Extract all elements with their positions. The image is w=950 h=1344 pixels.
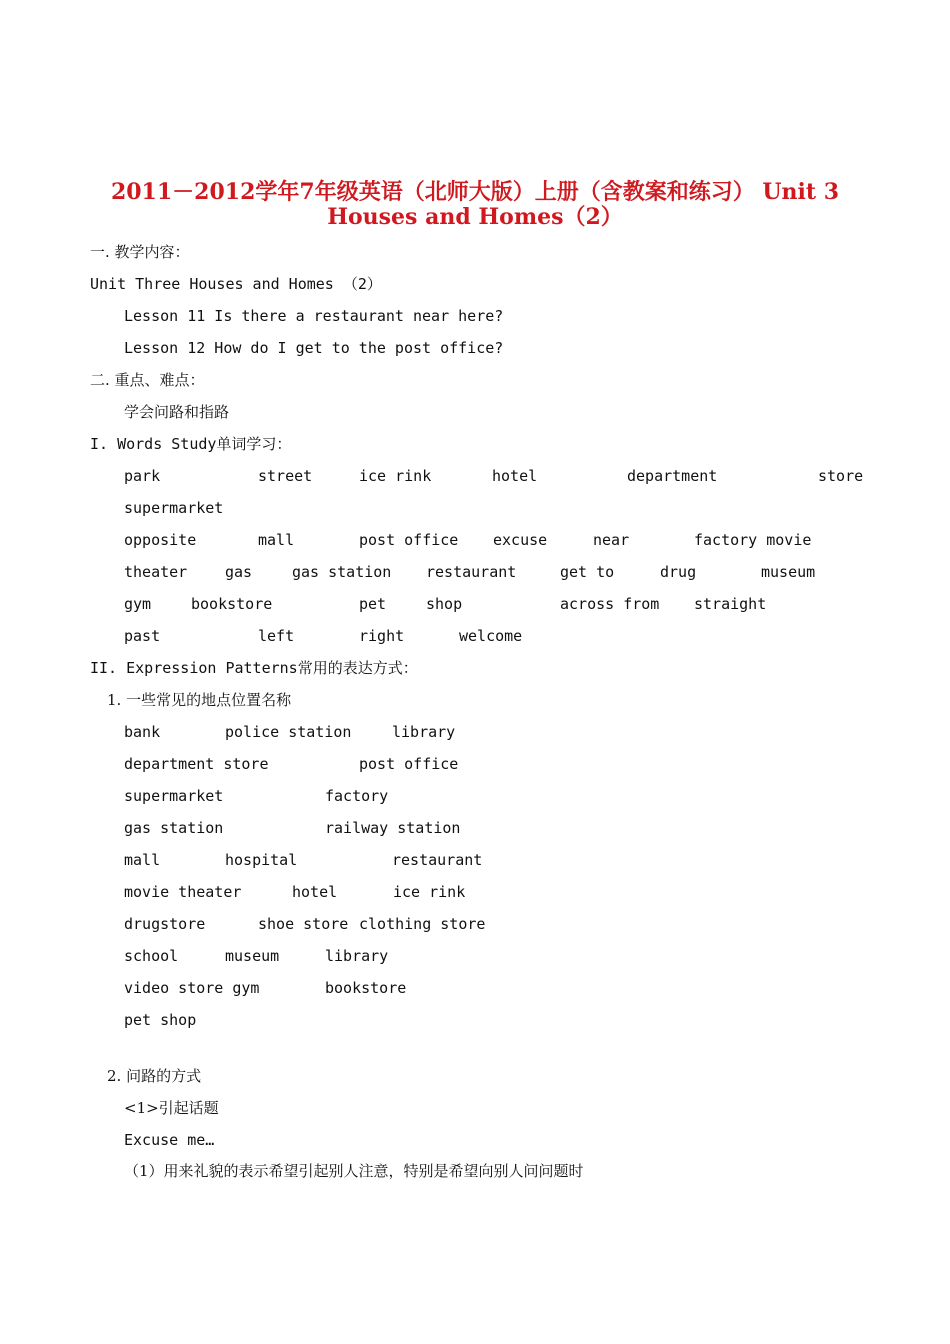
section-2-heading: 二. 重点、难点： — [90, 371, 205, 389]
word-item: get to — [560, 563, 615, 581]
word-item: gas — [225, 563, 253, 581]
word-item: right — [359, 627, 405, 645]
word-item: left — [258, 627, 295, 645]
place-item: post office — [359, 755, 459, 773]
word-item: across from — [560, 595, 660, 613]
word-item: theater — [124, 563, 188, 581]
place-item: drugstore — [124, 915, 206, 933]
place-item: library — [325, 947, 389, 965]
word-item: department — [627, 467, 718, 485]
place-item: hotel — [292, 883, 338, 901]
place-item: ice rink — [393, 883, 466, 901]
word-item: restaurant — [426, 563, 517, 581]
word-item: gas station — [292, 563, 392, 581]
excuse-me-line: Excuse me… — [124, 1131, 215, 1149]
section-1-heading: 一. 教学内容： — [90, 243, 190, 261]
place-item: restaurant — [392, 851, 483, 869]
document-title-line-2: Houses and Homes（2） — [327, 204, 623, 230]
document-title-line-1: 2011－2012学年7年级英语（北师大版）上册（含教案和练习） Unit 3 — [110, 179, 840, 205]
place-item: museum — [225, 947, 280, 965]
lesson-11-line: Lesson 11 Is there a restaurant near here? — [124, 307, 504, 325]
words-heading: I. Words Study单词学习： — [90, 435, 292, 453]
place-item: clothing store — [359, 915, 486, 933]
place-item: railway station — [325, 819, 461, 837]
word-item: welcome — [459, 627, 523, 645]
word-item: near — [593, 531, 630, 549]
place-item: hospital — [225, 851, 298, 869]
place-item: department store — [124, 755, 269, 773]
place-item: bookstore — [325, 979, 407, 997]
word-item: hotel — [492, 467, 538, 485]
word-item: opposite — [124, 531, 197, 549]
word-item: post office — [359, 531, 459, 549]
word-item: straight — [694, 595, 767, 613]
place-item: bank — [124, 723, 161, 741]
place-item: pet shop — [124, 1011, 197, 1029]
word-item: street — [258, 467, 313, 485]
place-item: video store gym — [124, 979, 260, 997]
word-item: excuse — [493, 531, 548, 549]
word-item: supermarket — [124, 499, 224, 517]
place-item: movie theater — [124, 883, 242, 901]
word-item: factory movie — [694, 531, 812, 549]
lesson-12-line: Lesson 12 How do I get to the post office? — [124, 339, 504, 357]
place-item: factory — [325, 787, 389, 805]
place-item: gas station — [124, 819, 224, 837]
unit-line: Unit Three Houses and Homes （2） — [90, 275, 382, 293]
word-item: past — [124, 627, 161, 645]
word-item: pet — [359, 595, 387, 613]
place-item: supermarket — [124, 787, 224, 805]
place-item: shoe store — [258, 915, 349, 933]
place-item: police station — [225, 723, 352, 741]
expressions-sub-1: 1. 一些常见的地点位置名称 — [107, 691, 292, 709]
expressions-heading: II. Expression Patterns常用的表达方式： — [90, 659, 418, 677]
word-item: ice rink — [359, 467, 432, 485]
word-item: museum — [761, 563, 816, 581]
place-item: library — [392, 723, 456, 741]
word-item: park — [124, 467, 161, 485]
usage-note: （1）用来礼貌的表示希望引起别人注意，特别是希望向别人问问题时 — [124, 1162, 584, 1180]
word-item: mall — [258, 531, 295, 549]
word-item: gym — [124, 595, 152, 613]
place-item: school — [124, 947, 179, 965]
expressions-sub-2: 2. 问路的方式 — [107, 1067, 202, 1085]
word-item: drug — [660, 563, 697, 581]
place-item: mall — [124, 851, 161, 869]
word-item: bookstore — [191, 595, 273, 613]
word-item: store — [818, 467, 864, 485]
section-2-content: 学会问路和指路 — [124, 403, 230, 421]
topic-line: <1>引起话题 — [124, 1099, 219, 1117]
word-item: shop — [426, 595, 463, 613]
